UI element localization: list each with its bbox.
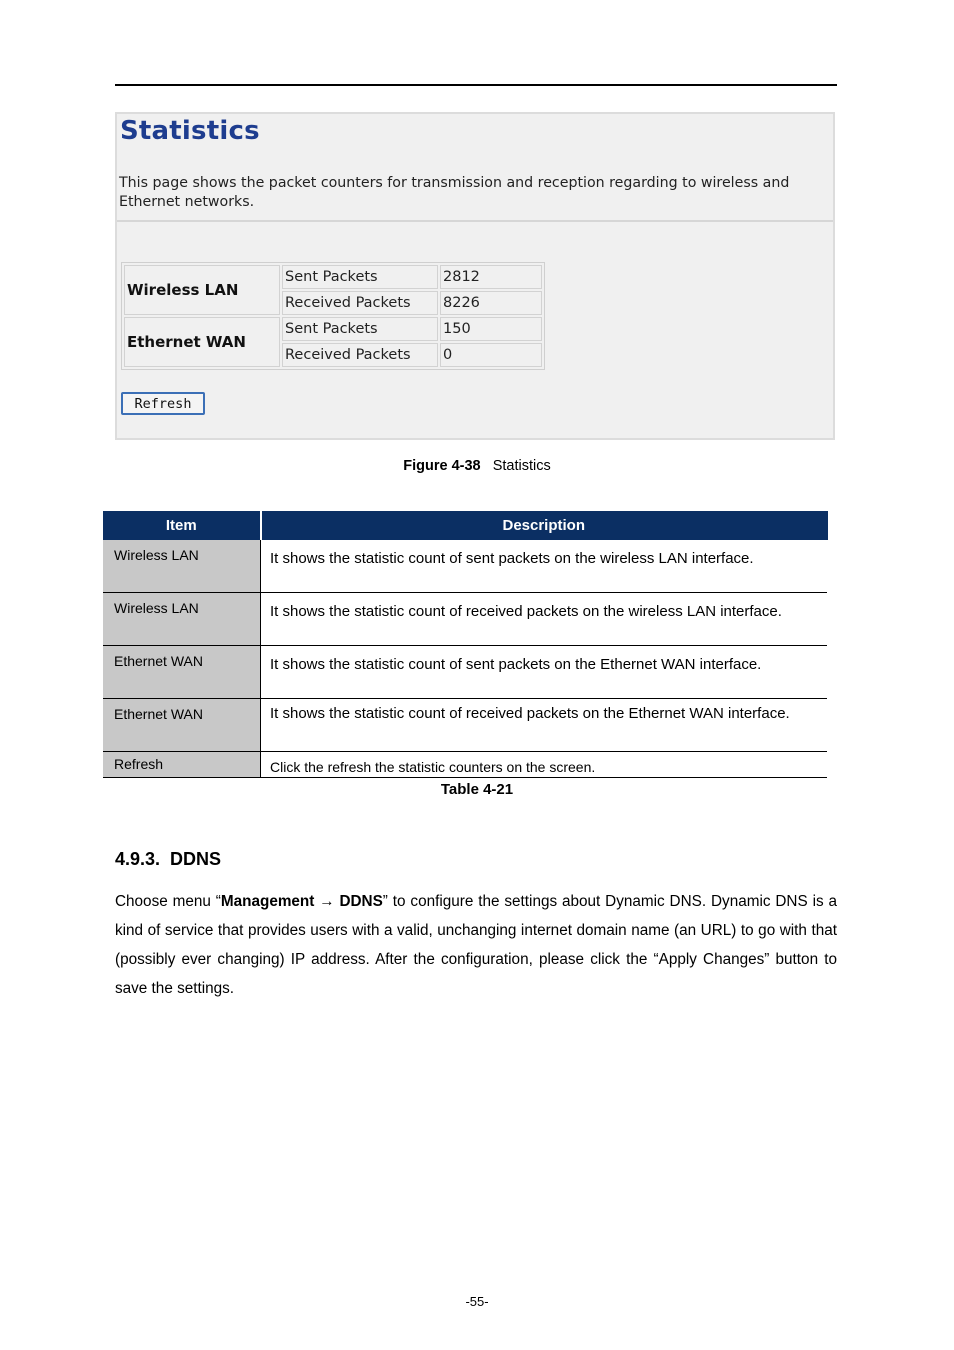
item-cell: Wireless LAN — [103, 593, 261, 646]
item-cell: Ethernet WAN — [103, 646, 261, 699]
description-cell: It shows the statistic count of sent packets on the wireless LAN interface. — [261, 540, 828, 593]
statistics-description: This page shows the packet counters for transmission and reception regarding to wireless and Ethernet networks. — [119, 175, 790, 210]
item-cell: Wireless LAN — [103, 540, 261, 593]
item-cell: Refresh — [103, 752, 261, 778]
description-cell: It shows the statistic count of sent packets on the Ethernet WAN interface. — [261, 646, 828, 699]
arrow-icon: → — [319, 893, 335, 910]
ethernet-received-value: 0 — [440, 343, 542, 367]
received-packets-label: Received Packets — [282, 291, 438, 315]
paragraph-prefix: Choose menu “ — [115, 893, 221, 910]
item-column-header: Item — [103, 511, 261, 540]
ethernet-wan-label: Ethernet WAN — [124, 317, 280, 367]
figure-caption-text: Statistics — [492, 458, 551, 474]
description-cell: It shows the statistic count of received packets on the wireless LAN interface. — [261, 593, 828, 646]
menu-management: Management — [220, 893, 315, 910]
description-cell: It shows the statistic count of received packets on the Ethernet WAN interface. — [261, 699, 828, 752]
received-packets-label: Received Packets — [282, 343, 438, 367]
item-cell: Ethernet WAN — [103, 699, 261, 752]
sent-packets-label: Sent Packets — [282, 317, 438, 341]
divider — [117, 220, 833, 222]
menu-ddns: DDNS — [339, 893, 383, 910]
paragraph-body: ” to configure the settings about Dynamic DNS. Dynamic DNS is a kind of service that provides users with a valid, unchanging internet domain name (an URL) to go with that (possibly ever changing) IP address. After the configuration, please click the “Apply Changes” button to save the settings. — [115, 893, 838, 997]
table-row — [103, 540, 827, 593]
wireless-received-value: 8226 — [440, 291, 542, 315]
figure-caption — [0, 458, 954, 474]
table-row — [103, 593, 827, 646]
figure-number: Figure 4-38 — [403, 458, 481, 474]
table-caption: Table 4-21 — [440, 781, 514, 798]
description-cell: Click the refresh the statistic counters on the screen. — [261, 752, 828, 778]
description-table — [103, 511, 828, 778]
ethernet-sent-value: 150 — [440, 317, 542, 341]
refresh-button[interactable]: Refresh — [121, 392, 205, 415]
table-row — [103, 699, 827, 752]
header-rule — [115, 84, 837, 86]
statistics-table — [121, 262, 545, 370]
table-row — [103, 752, 827, 778]
statistics-screenshot — [115, 112, 835, 440]
description-column-header: Description — [261, 511, 828, 540]
wireless-lan-label: Wireless LAN — [124, 265, 280, 315]
statistics-title: Statistics — [120, 116, 260, 146]
table-header-row — [103, 511, 827, 540]
section-heading: 4.9.3. DDNS — [115, 849, 222, 869]
table-row — [124, 317, 542, 341]
wireless-sent-value: 2812 — [440, 265, 542, 289]
table-row — [103, 646, 827, 699]
table-row — [124, 265, 542, 289]
sent-packets-label: Sent Packets — [282, 265, 438, 289]
ddns-paragraph — [115, 887, 837, 1003]
page-number: -55- — [465, 1294, 489, 1309]
